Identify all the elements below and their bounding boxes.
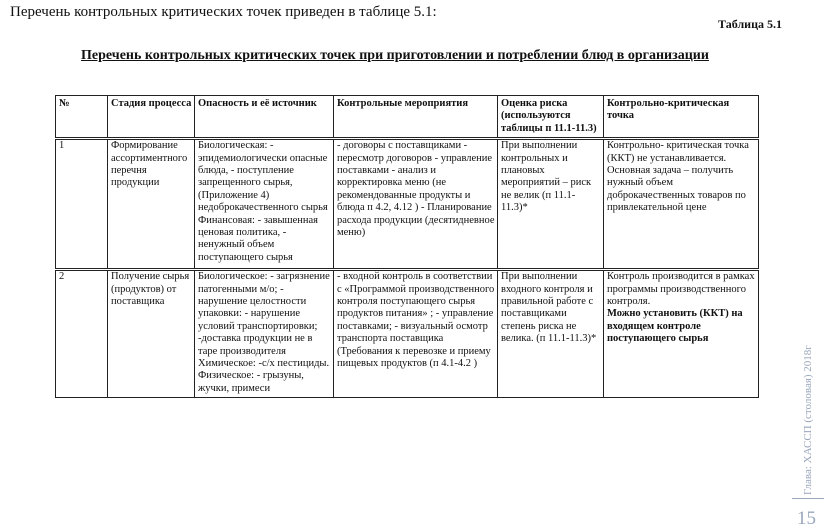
header-control: Контрольные мероприятия	[334, 96, 498, 139]
header-hazard: Опасность и её источник	[195, 96, 334, 139]
cell-control: - входной контроль в соответствии с «Программой производственного контроля поступающего сырья продуктов питания» ; - управление поставками; - визуальный осмотр транспорта поставщика (Требования к перевозке и приему пищевых продуктов (п 4.1-4.2 )	[334, 270, 498, 398]
header-num: №	[56, 96, 108, 139]
header-stage: Стадия процесса	[108, 96, 195, 139]
ccp-text: Контроль производится в рамках программы производственного контроля.	[607, 271, 755, 308]
intro-text: Перечень контрольных критических точек приведен в таблице 5.1:	[10, 4, 437, 20]
cell-risk: При выполнении контрольных и плановых мероприятий – риск не велик (п 11.1-11.3)*	[498, 139, 604, 270]
header-ccp: Контрольно-критическая точка	[604, 96, 759, 139]
cell-control: - договоры с поставщиками - пересмотр договоров - управление поставками - анализ и корректировка меню (не рекомендованные продукты и блюда п 4.2, 4.12 ) - Планирование расхода продукции (десятидневное меню)	[334, 139, 498, 270]
side-divider	[792, 498, 824, 499]
side-label-container	[795, 290, 824, 495]
ccp-table	[55, 95, 759, 398]
table-caption: Перечень контрольных критических точек при приготовлении и потреблении блюд в организации	[81, 48, 709, 63]
table-header-row	[56, 96, 759, 139]
table-row	[56, 139, 759, 270]
table-number: Таблица 5.1	[718, 17, 782, 31]
cell-num: 1	[56, 139, 108, 270]
cell-risk: При выполнении входного контроля и правильной работе с поставщиками степень риска не велика. (п 11.1-11.3)*	[498, 270, 604, 398]
cell-num: 2	[56, 270, 108, 398]
cell-hazard: Биологическое: - загрязнение патогенными м/о; - нарушение целостности упаковки: - нарушение условий транспортировки; -доставка продукции не в таре производителя Химическое: -с/х пестициды. Физическое: - грызуны, жучки, примеси	[195, 270, 334, 398]
side-label: Глава: ХАССП (столовая) 2018г	[802, 345, 814, 495]
ccp-bold-text: Можно установить (ККТ) на входящем контроле поступающего сырья	[607, 308, 743, 345]
page-number: 15	[797, 508, 816, 529]
header-risk: Оценка риска (используются таблицы п 11.1-11.3)	[498, 96, 604, 139]
cell-hazard: Биологическая: - эпидемиологически опасные блюда, - поступление запрещенного сырья, (Приложение 4) недоброкачественного сырья Финансовая: - завышенная ценовая политика, - ненужный объем поступающего сырья	[195, 139, 334, 270]
ccp-text: Контрольно- критическая точка (ККТ) не устанавливается. Основная задача – получить нужный объем доброкачественных товаров по привлекательной цене	[607, 140, 749, 214]
cell-ccp	[604, 139, 759, 270]
cell-stage: Получение сырья (продуктов) от поставщика	[108, 270, 195, 398]
table-row	[56, 270, 759, 398]
cell-ccp	[604, 270, 759, 398]
cell-stage: Формирование ассортиментного перечня продукции	[108, 139, 195, 270]
